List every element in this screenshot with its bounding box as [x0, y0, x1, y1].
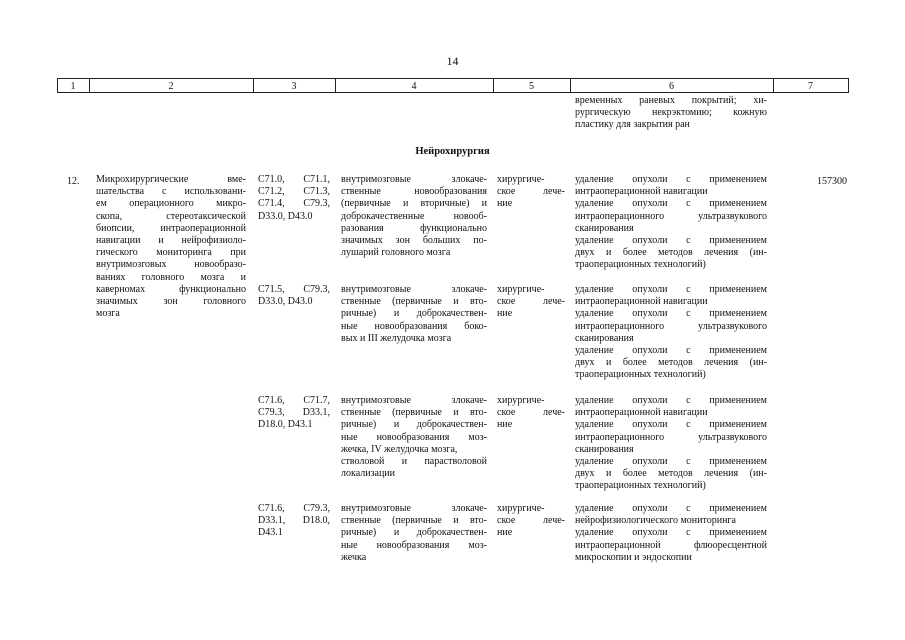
method-line: интраоперационной навигации — [575, 186, 708, 198]
method-line: удаление опухоли с применением — [575, 284, 767, 295]
method-line: интраоперационного ультразвукового — [575, 320, 767, 332]
treatment-type-cell — [497, 395, 565, 432]
diagnosis-line: вых и III желудочка мозга — [341, 332, 452, 344]
diagnosis-line: ственные (первичные и вто- — [341, 407, 487, 419]
treatment-type-cell — [497, 174, 565, 211]
method-line: траоперационных технологий) — [575, 369, 706, 381]
diagnosis-line: жечка — [341, 551, 367, 563]
method-line: удаление опухоли с применением — [575, 198, 767, 210]
page-number: 14 — [446, 54, 459, 68]
treatment-line: ние — [497, 527, 513, 539]
diagnosis-line: ричные) и доброкачествен- — [341, 308, 487, 320]
method-line: сканирования — [575, 222, 634, 234]
method-line: удаление опухоли с применением — [575, 174, 767, 185]
icd-code-line: D33.0, D43.0 — [258, 296, 313, 308]
intervention-name-line: ем операционного микро- — [96, 198, 246, 210]
carryover-line: рургическую некрэктомию; кожную — [575, 107, 767, 119]
diagnosis-line: локализации — [341, 468, 396, 480]
method-line: удаление опухоли с применением — [575, 395, 767, 406]
column-number: 1 — [70, 81, 76, 92]
icd-code-line: C71.0, C71.1, — [258, 174, 330, 185]
treatment-line: хирургиче- — [497, 395, 545, 406]
intervention-name-line: Микрохирургические вме- — [96, 174, 246, 185]
treatment-line: ское лече- — [497, 407, 565, 419]
method-line: удаление опухоли с применением — [575, 308, 767, 320]
diagnosis-line: внутримозговые злокаче- — [341, 395, 487, 406]
treatment-line: хирургиче- — [497, 503, 545, 514]
method-line: удаление опухоли с применением — [575, 527, 767, 539]
diagnosis-line: жечка, IV желудочка мозга, — [341, 443, 458, 455]
diagnosis-line: ричные) и доброкачествен- — [341, 527, 487, 539]
method-line: удаление опухоли с применением — [575, 234, 767, 246]
treatment-line: ние — [497, 308, 513, 320]
treatment-methods-cell — [575, 503, 767, 564]
treatment-line: ское лече- — [497, 515, 565, 527]
icd-code-line: C71.6, C71.7, — [258, 395, 330, 406]
treatment-line: хирургиче- — [497, 174, 545, 185]
icd-codes-cell — [258, 395, 330, 432]
diagnosis-line: ные новообразования моз- — [341, 431, 487, 443]
row-number: 12. — [67, 176, 80, 187]
diagnosis-line: стволовой и парастволовой — [341, 455, 487, 467]
treatment-type-cell — [497, 284, 565, 321]
diagnosis-cell — [341, 174, 487, 259]
intervention-name-line: скопа, стереотаксической — [96, 210, 246, 222]
method-line: траоперационных технологий) — [575, 480, 706, 492]
diagnosis-cell — [341, 284, 487, 345]
diagnosis-line: внутримозговые злокаче- — [341, 503, 487, 514]
intervention-name-line: внутримозговых новообразо- — [96, 259, 246, 271]
column-number: 5 — [529, 81, 534, 92]
treatment-type-cell — [497, 503, 565, 540]
diagnosis-line: (первичные и вторичные) и — [341, 198, 487, 210]
treatment-line: хирургиче- — [497, 284, 545, 295]
diagnosis-line: ственные (первичные и вто- — [341, 296, 487, 308]
intervention-name-line: гического мониторинга при — [96, 247, 246, 259]
diagnosis-cell — [341, 395, 487, 480]
icd-codes-cell — [258, 174, 330, 223]
method-line: двух и более методов лечения (ин- — [575, 468, 767, 480]
diagnosis-line: доброкачественные новооб- — [341, 210, 487, 222]
icd-code-line: D33.1, D18.0, — [258, 515, 330, 527]
icd-code-line: C71.4, C79.3, — [258, 198, 330, 210]
column-number: 4 — [411, 81, 417, 92]
method-line: двух и более методов лечения (ин- — [575, 357, 767, 369]
diagnosis-line: внутримозговые злокаче- — [341, 174, 487, 185]
method-line: удаление опухоли с применением — [575, 419, 767, 431]
treatment-line: ское лече- — [497, 296, 565, 308]
carryover-line: временных раневых покрытий; хи- — [575, 95, 767, 106]
icd-code-line: C71.6, C79.3, — [258, 503, 330, 514]
section-title: Нейрохирургия — [415, 146, 490, 157]
method-line: интраоперационного ультразвукового — [575, 210, 767, 222]
column-number: 6 — [669, 81, 674, 92]
diagnosis-line: ные новообразования боко- — [341, 320, 487, 332]
method-line: удаление опухоли с применением — [575, 455, 767, 467]
row-price: 157300 — [817, 176, 847, 187]
treatment-line: ние — [497, 198, 513, 210]
diagnosis-line: разования функционально — [341, 222, 487, 234]
method-line: удаление опухоли с применением — [575, 344, 767, 356]
diagnosis-cell — [341, 503, 487, 564]
carryover-methods-cell — [575, 95, 767, 132]
table-header-top-border — [57, 78, 849, 79]
icd-code-line: D33.0, D43.0 — [258, 210, 313, 222]
icd-code-line: D43.1 — [258, 527, 283, 539]
method-line: удаление опухоли с применением — [575, 503, 767, 514]
icd-code-line: C79.3, D33.1, — [258, 407, 330, 419]
intervention-name-line: биопсии, интраоперационной — [96, 222, 246, 234]
column-number: 2 — [168, 81, 174, 92]
icd-codes-cell — [258, 284, 330, 308]
method-line: сканирования — [575, 332, 634, 344]
method-line: интраоперационной навигации — [575, 296, 708, 308]
intervention-name-line: мозга — [96, 308, 120, 320]
icd-codes-cell — [258, 503, 330, 540]
diagnosis-line: внутримозговые злокаче- — [341, 284, 487, 295]
treatment-line: ние — [497, 419, 513, 431]
column-number: 3 — [291, 81, 297, 92]
method-line: интраоперационного ультразвукового — [575, 431, 767, 443]
method-line: двух и более методов лечения (ин- — [575, 247, 767, 259]
treatment-methods-cell — [575, 395, 767, 493]
icd-code-line: C71.2, C71.3, — [258, 186, 330, 198]
method-line: микроскопии и эндоскопии — [575, 551, 692, 563]
method-line: сканирования — [575, 443, 634, 455]
icd-code-line: C71.5, C79.3, — [258, 284, 330, 295]
diagnosis-line: ственные (первичные и вто- — [341, 515, 487, 527]
intervention-name-line: шательства с использовани- — [96, 186, 246, 198]
method-line: траоперационных технологий) — [575, 259, 706, 271]
carryover-line: пластику для закрытия ран — [575, 119, 690, 131]
icd-code-line: D18.0, D43.1 — [258, 419, 313, 431]
diagnosis-line: лушарий головного мозга — [341, 247, 451, 259]
diagnosis-line: значимых зон больших по- — [341, 234, 487, 246]
intervention-name-line: значимых зон головного — [96, 295, 246, 307]
intervention-name-line: ваниях головного мозга и — [96, 271, 246, 283]
treatment-line: ское лече- — [497, 186, 565, 198]
intervention-name-line: навигации и нейрофизиоло- — [96, 234, 246, 246]
diagnosis-line: ственные новообразования — [341, 186, 487, 198]
diagnosis-line: ричные) и доброкачествен- — [341, 419, 487, 431]
intervention-name-line: каверномах функционально — [96, 283, 246, 295]
method-line: интраоперационной навигации — [575, 407, 708, 419]
method-line: интраоперационной флюоресцентной — [575, 539, 767, 551]
treatment-methods-cell — [575, 174, 767, 272]
intervention-name-cell — [96, 174, 246, 320]
method-line: нейрофизиологического мониторинга — [575, 515, 736, 527]
treatment-methods-cell — [575, 284, 767, 382]
diagnosis-line: ные новообразования моз- — [341, 539, 487, 551]
column-divider — [848, 78, 849, 92]
column-number: 7 — [808, 81, 813, 92]
